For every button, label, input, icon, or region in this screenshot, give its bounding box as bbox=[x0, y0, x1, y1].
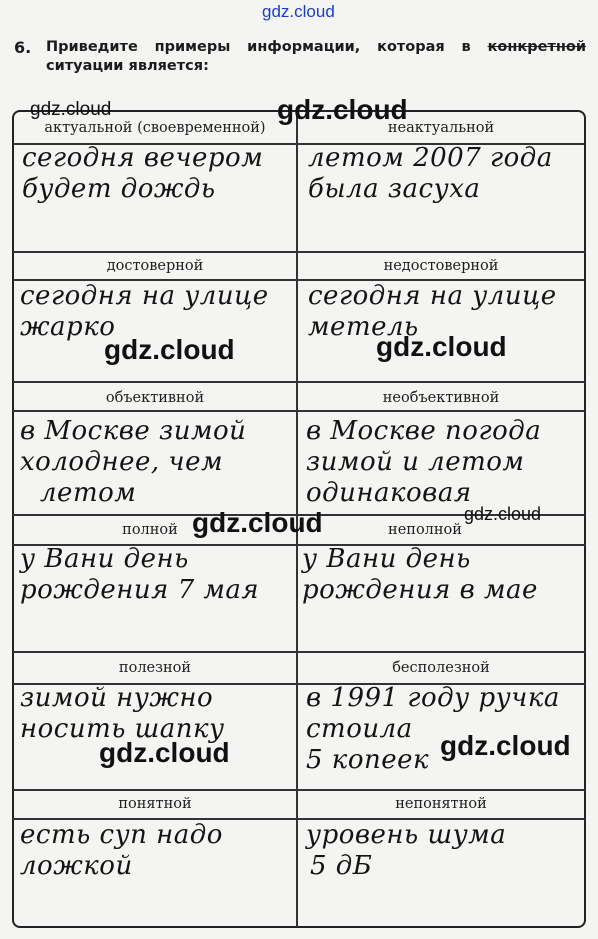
handwritten-answer: в Москве погода зимой и летом одинаковая bbox=[306, 416, 542, 508]
question-line-1 bbox=[46, 38, 586, 57]
handwritten-answer: в Москве зимой холоднее, чем летом bbox=[20, 416, 247, 508]
cell-header: непонятной bbox=[395, 796, 487, 812]
handwritten-answer: уровень шума 5 дБ bbox=[306, 820, 507, 881]
handwritten-answer: в 1991 году ручка стоила 5 копеек bbox=[306, 683, 560, 775]
watermark: gdz.cloud bbox=[104, 334, 235, 365]
handwritten-answer: у Вани день рождения 7 мая bbox=[20, 544, 260, 605]
cell-header: достоверной bbox=[106, 258, 204, 274]
question-line-2: ситуации является: bbox=[46, 58, 209, 74]
question-number: 6. bbox=[14, 38, 32, 57]
watermark: gdz.cloud bbox=[192, 507, 323, 538]
cell-header: объективной bbox=[105, 390, 205, 406]
cell-header: неполной bbox=[388, 522, 462, 538]
handwritten-answer: сегодня на улице жарко bbox=[20, 281, 269, 342]
watermark: gdz.cloud bbox=[99, 737, 230, 768]
table-row-line bbox=[13, 251, 585, 253]
handwritten-answer: есть суп надо ложкой bbox=[20, 820, 223, 881]
cell-header: необъективной bbox=[382, 390, 500, 406]
question-text: Приведите примеры информации, которая в bbox=[46, 39, 471, 55]
watermark: gdz.cloud bbox=[376, 331, 507, 362]
handwritten-answer: сегодня на улице метель bbox=[308, 281, 557, 342]
struck-word: конкретной bbox=[487, 39, 586, 55]
watermark: gdz.cloud bbox=[30, 99, 112, 120]
handwritten-answer: сегодня вечером будет дождь bbox=[22, 143, 264, 204]
handwritten-answer: у Вани день рождения в мае bbox=[302, 544, 538, 605]
handwritten-answer: зимой нужно носить шапку bbox=[20, 683, 225, 744]
table-row-line bbox=[13, 410, 585, 412]
cell-header: понятной bbox=[118, 796, 192, 812]
watermark: gdz.cloud bbox=[464, 504, 542, 524]
cell-header: неактуальной bbox=[387, 120, 495, 136]
handwritten-answer: летом 2007 года была засуха bbox=[308, 143, 553, 204]
cell-header: полной bbox=[122, 522, 178, 538]
watermark: gdz.cloud bbox=[440, 730, 571, 761]
cell-header: полезной bbox=[118, 660, 192, 676]
cell-header: бесполезной bbox=[392, 660, 490, 676]
watermark-top: gdz.cloud bbox=[262, 2, 335, 21]
table-row-line bbox=[13, 651, 585, 653]
table-row-line bbox=[13, 789, 585, 791]
watermark: gdz.cloud bbox=[277, 94, 408, 125]
table-row-line bbox=[13, 381, 585, 383]
cell-header: недостоверной bbox=[383, 258, 499, 274]
cell-header: актуальной (своевременной) bbox=[44, 120, 266, 136]
